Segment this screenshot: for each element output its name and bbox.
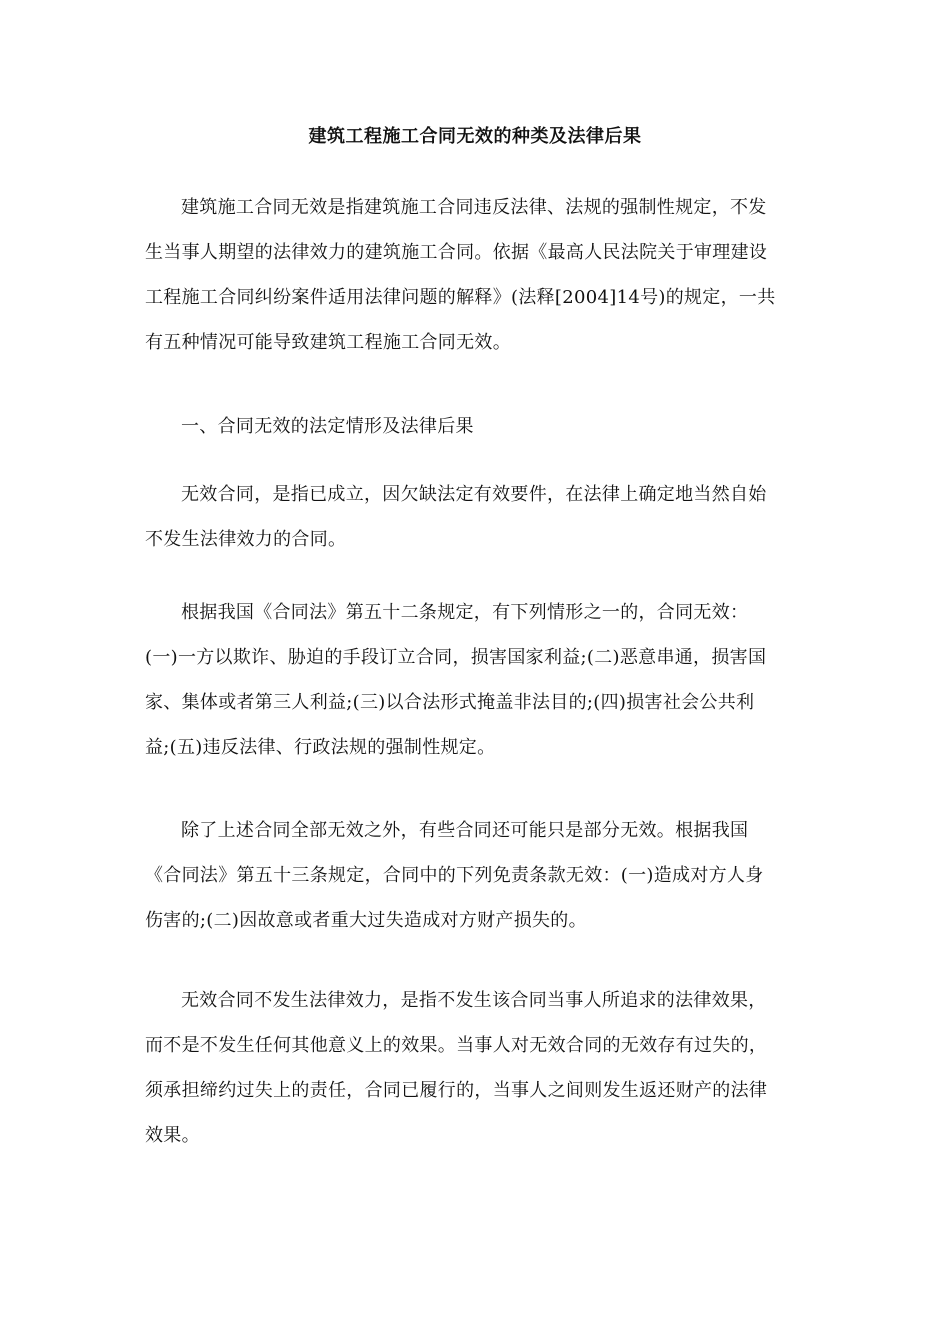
paragraph-line: 无效合同不发生法律效力，是指不发生该合同当事人所追求的法律效果， [181,990,767,1011]
paragraph-line: 而不是不发生任何其他意义上的效果。当事人对无效合同的无效存有过失的， [145,1035,768,1056]
paragraph-line: 须承担缔约过失上的责任，合同已履行的，当事人之间则发生返还财产的法律 [145,1080,768,1101]
document-title: 建筑工程施工合同无效的种类及法律后果 [308,126,642,147]
paragraph-line: 效果。 [145,1125,200,1146]
paragraph-line: 伤害的;(二)因故意或者重大过失造成对方财产损失的。 [145,910,587,931]
paragraph-line: 家、集体或者第三人利益;(三)以合法形式掩盖非法目的;(四)损害社会公共利 [145,692,755,713]
paragraph-1 [145,185,825,365]
paragraph-line: 建筑施工合同无效是指建筑施工合同违反法律、法规的强制性规定，不发 [181,197,767,218]
paragraph-2 [145,472,825,562]
paragraph-line: 益;(五)违反法律、行政法规的强制性规定。 [145,737,496,758]
section-heading-text: 一、合同无效的法定情形及法律后果 [181,416,474,437]
paragraph-line: 无效合同，是指已成立，因欠缺法定有效要件，在法律上确定地当然自始 [181,484,767,505]
paragraph-line: (一)一方以欺诈、胁迫的手段订立合同，损害国家利益;(二)恶意串通，损害国 [145,647,767,668]
paragraph-line: 根据我国《合同法》第五十二条规定，有下列情形之一的，合同无效： [181,602,749,623]
paragraph-line: 除了上述合同全部无效之外，有些合同还可能只是部分无效。根据我国 [181,820,749,841]
paragraph-line: 工程施工合同纠纷案件适用法律问题的解释》(法释[2004]14号)的规定，一共 [145,287,776,308]
paragraph-line: 不发生法律效力的合同。 [145,529,347,550]
paragraph-line: 有五种情况可能导致建筑工程施工合同无效。 [145,332,511,353]
paragraph-line: 生当事人期望的法律效力的建筑施工合同。依据《最高人民法院关于审理建设 [145,242,768,263]
paragraph-3 [145,590,825,770]
section-heading-1 [145,404,825,449]
paragraph-4 [145,808,825,943]
paragraph-5 [145,978,825,1158]
paragraph-line: 《合同法》第五十三条规定，合同中的下列免责条款无效：(一)造成对方人身 [145,865,764,886]
